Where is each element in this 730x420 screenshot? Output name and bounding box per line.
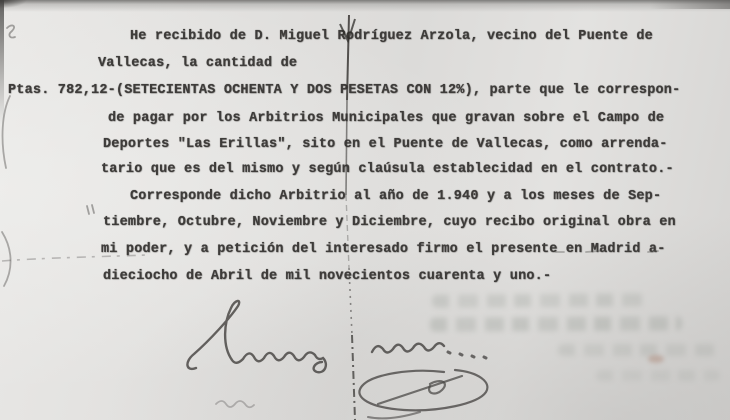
bleed-through-text xyxy=(432,293,644,307)
bleed-through-text xyxy=(558,344,720,356)
scan-corner-top-right xyxy=(630,0,730,9)
document-line-6: tario que es del mismo y según claúsula establecidad en el contrato.- xyxy=(101,162,674,177)
document-line-8: tiembre, Octubre, Noviembre y Diciembre, cuyo recibo original obra en xyxy=(103,215,676,230)
scan-edge-top xyxy=(0,0,730,12)
document-line-1: He recibido de D. Miguel Rodríguez Arzola, vecino del Puente de xyxy=(130,29,653,44)
document-line-9: mi poder, y a petición del interesado firmo el presente en Madrid a- xyxy=(101,242,666,257)
document-line-2: Vallecas, la cantidad de xyxy=(98,56,298,71)
ink-smudge xyxy=(648,355,664,363)
document-line-5: Deportes "Las Erillas", sito en el Puente de Vallecas, como arrenda- xyxy=(103,137,668,152)
document-line-7: Corresponde dicho Arbitrio al año de 1.940 y a los meses de Sep- xyxy=(130,189,662,204)
scan-corner-top-left xyxy=(0,0,36,11)
document-line-4: de pagar por los Arbitrios Municipales que gravan sobre el Campo de xyxy=(108,111,665,126)
bleed-through-text xyxy=(430,316,682,331)
scan-edge-left xyxy=(0,0,4,135)
bleed-through-text xyxy=(596,370,720,381)
document-line-10: dieciocho de Abril de mil novecientos cuarenta y uno.- xyxy=(103,269,552,284)
document-line-3: Ptas. 782,12-(SETECIENTAS OCHENTA Y DOS PESETAS CON 12%), parte que le correspon- xyxy=(8,83,681,98)
